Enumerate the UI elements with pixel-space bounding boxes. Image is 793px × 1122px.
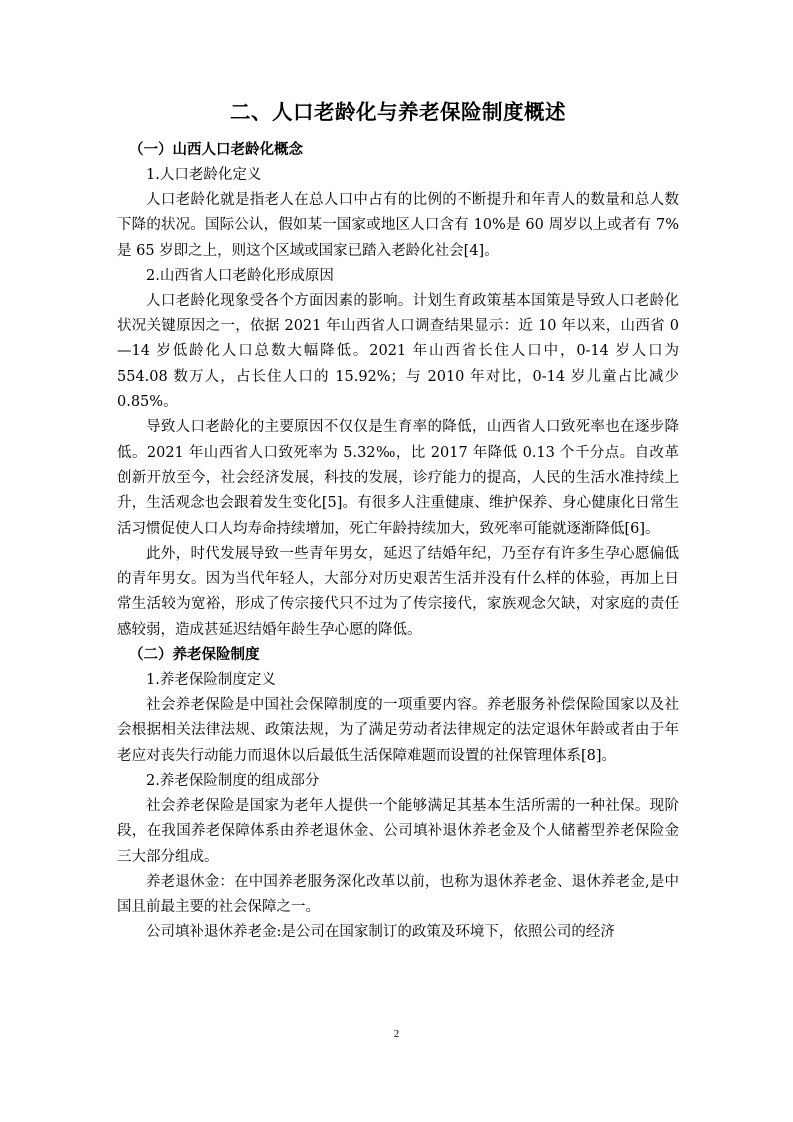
document-page bbox=[117, 98, 679, 946]
paragraph-aging-definition: 人口老龄化就是指老人在总人口中占有的比例的不断提升和年青人的数量和总人数下降的状况。国际公认，假如某一国家或地区人口含有 10%是 60 周岁以上或者有 7%是 65 岁即之上，则这个区域或国家已踏入老龄化社会[4]。 bbox=[117, 192, 679, 259]
subsection-heading-pension-definition: 1.养老保险制度定义 bbox=[146, 672, 276, 689]
paragraph-mortality: 导致人口老龄化的主要原因不仅仅是生育率的降低，山西省人口致死率也在逐步降低。2021 年山西省人口致死率为 5.32‰，比 2017 年降低 0.13 个千分点。自改革创新开放至今，社会经济发展，科技的发展，诊疗能力的提高，人民的生活水准持续上升，生活观念也会跟着发生变化[5]。有很多人注重健康、维护保养、身心健康化日常生活习惯促使人口人均寿命持续增加，死亡年龄持续加大，致死率可能就逐渐降低[6]。 bbox=[117, 419, 679, 537]
paragraph-pension-overview: 社会养老保险是国家为老年人提供一个能够满足其基本生活所需的一种社保。现阶段，在我国养老保障体系由养老退休金、公司填补退休养老金及个人储蓄型养老保险金三大部分组成。 bbox=[117, 797, 679, 865]
page-number: 2 bbox=[393, 1028, 400, 1040]
paragraph-marriage-delay: 此外，时代发展导致一些青年男女，延迟了结婚年纪，乃至存有许多生孕心愿偏低的青年男女。因为当代年轻人，大部分对历史艰苦生活并没有什么样的体验，再加上日常生活较为宽裕，形成了传宗接代只不过为了传宗接代，家族观念欠缺，对家庭的责任感较弱，造成甚延迟结婚年龄生孕心愿的降低。 bbox=[117, 545, 679, 638]
paragraph-pension-definition: 社会养老保险是中国社会保障制度的一项重要内容。养老服务补偿保险国家以及社会根据相关法律法规、政策法规，为了满足劳动者法律规定的法定退休年龄或者由于年老应对丧失行动能力而退休以后最低生活保障难题而设置的社保管理体系[8]。 bbox=[117, 697, 679, 764]
section-heading-shanxi-aging: （一）山西人口老龄化概念 bbox=[129, 142, 303, 158]
chapter-title: 二、人口老龄化与养老保险制度概述 bbox=[230, 100, 566, 124]
paragraph-retirement-pension: 养老退休金：在中国养老服务深化改革以前，也称为退休养老金、退休养老金,是中国且前最主要的社会保障之一。 bbox=[117, 873, 679, 916]
paragraph-enterprise-annuity: 公司填补退休养老金:是公司在国家制订的政策及环境下，依照公司的经济 bbox=[146, 924, 615, 941]
subsection-heading-pension-components: 2.养老保险制度的组成部分 bbox=[146, 772, 320, 789]
section-heading-pension-system: （二）养老保险制度 bbox=[129, 647, 260, 664]
paragraph-family-planning: 人口老龄化现象受各个方面因素的影响。计划生育政策基本国策是导致人口老龄化状况关键原因之一，依据 2021 年山西省人口调查结果显示：近 10 年以来，山西省 0—14 岁低龄化人口总数大幅降低。2021 年山西省长住人口中，0-14 岁人口为 554.08 数万人，占长住人口的 15.92%；与 2010 年对比，0-14 岁儿童占比减少 0.85%。 bbox=[117, 292, 679, 411]
subsection-heading-aging-causes: 2.山西省人口老龄化形成原因 bbox=[146, 267, 334, 284]
subsection-heading-aging-definition: 1.人口老龄化定义 bbox=[146, 167, 262, 183]
